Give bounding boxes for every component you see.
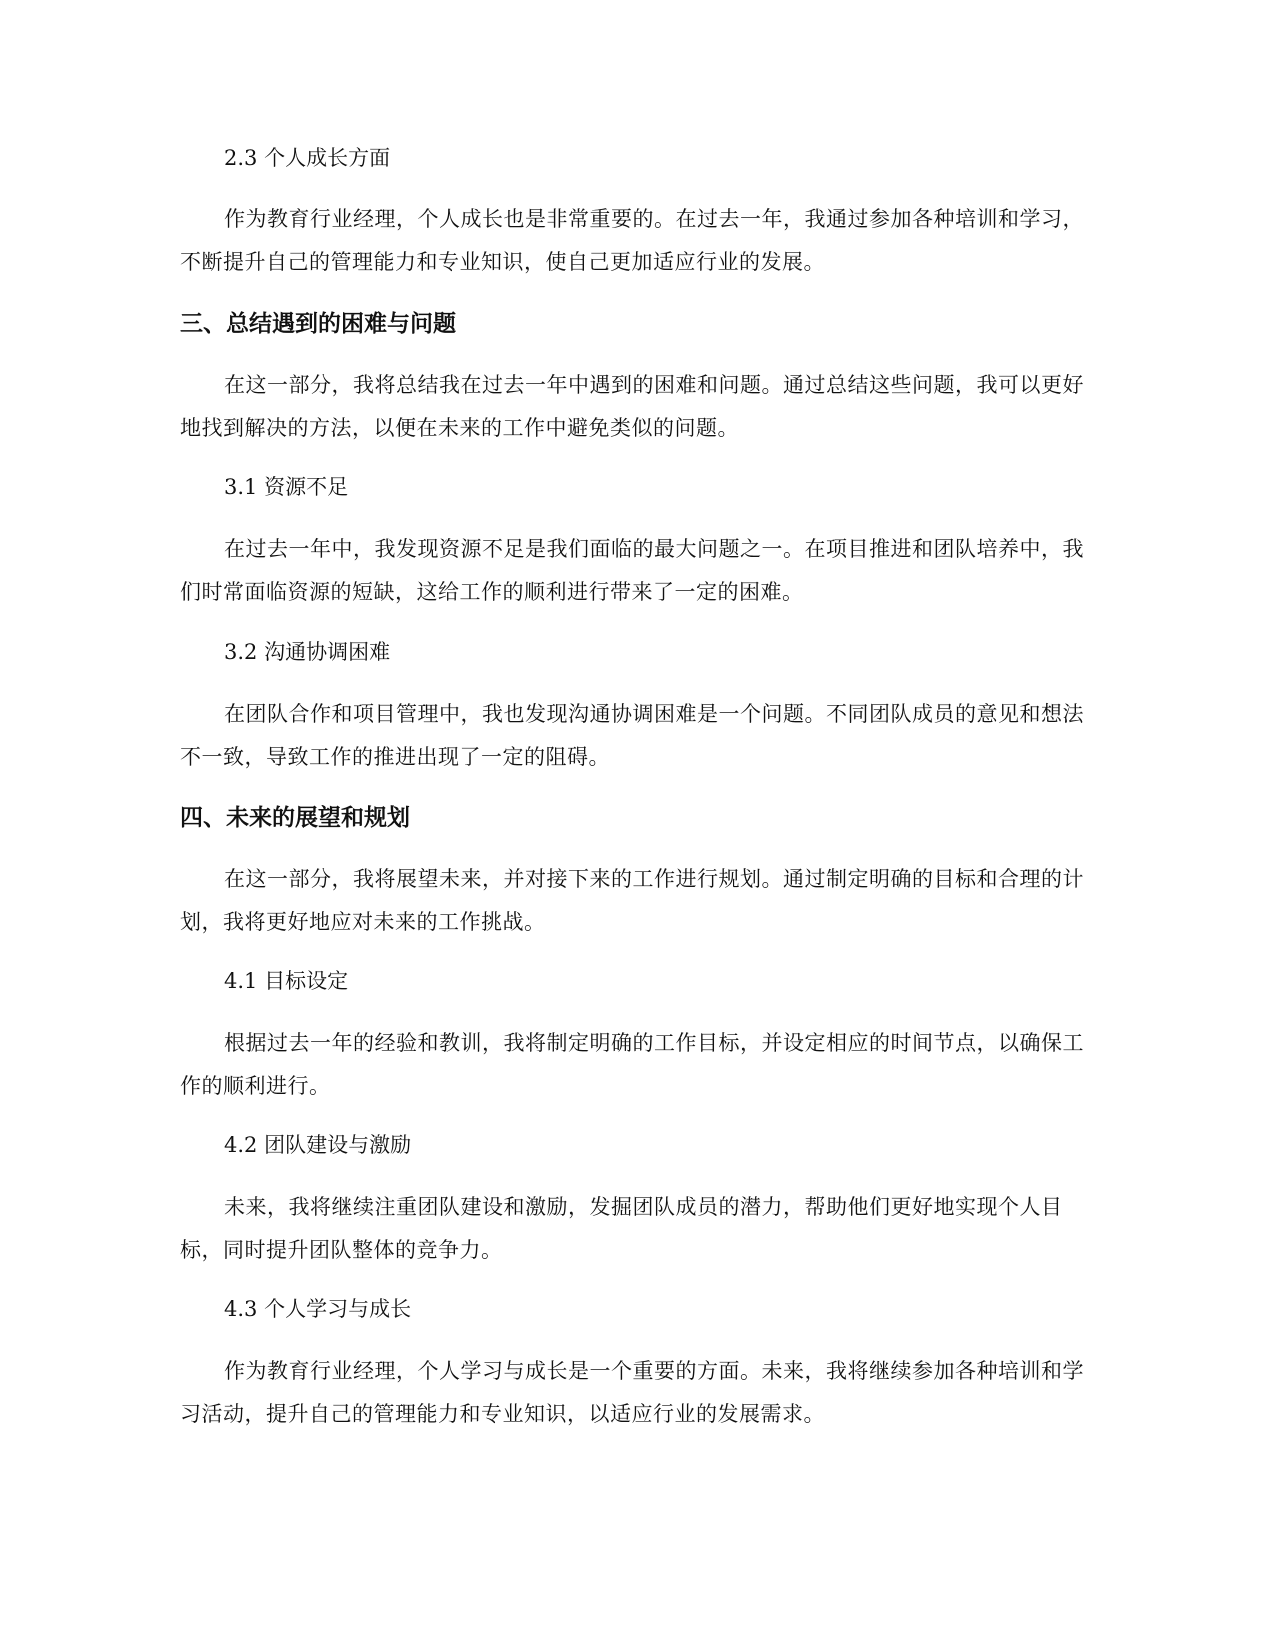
paragraph-4-3: 作为教育行业经理，个人学习与成长是一个重要的方面。未来，我将继续参加各种培训和学习活动，提升自己的管理能力和专业知识，以适应行业的发展需求。: [180, 1359, 1084, 1426]
subsection-title-4-2: 4.2 团队建设与激励: [224, 1133, 412, 1157]
paragraph-3-intro: 在这一部分，我将总结我在过去一年中遇到的困难和问题。通过总结这些问题，我可以更好地找到解决的方法，以便在未来的工作中避免类似的问题。: [180, 373, 1084, 440]
section-heading-4: 四、未来的展望和规划: [180, 805, 410, 831]
paragraph-2-3: 作为教育行业经理，个人成长也是非常重要的。在过去一年，我通过参加各种培训和学习，不断提升自己的管理能力和专业知识，使自己更加适应行业的发展。: [180, 207, 1084, 274]
paragraph-4-2: 未来，我将继续注重团队建设和激励，发掘团队成员的潜力，帮助他们更好地实现个人目标，同时提升团队整体的竞争力。: [180, 1195, 1063, 1262]
subsection-title-4-3: 4.3 个人学习与成长: [224, 1297, 412, 1321]
paragraph-3-2: 在团队合作和项目管理中，我也发现沟通协调困难是一个问题。不同团队成员的意见和想法不一致，导致工作的推进出现了一定的阻碍。: [180, 702, 1084, 769]
paragraph-4-intro: 在这一部分，我将展望未来，并对接下来的工作进行规划。通过制定明确的目标和合理的计划，我将更好地应对未来的工作挑战。: [180, 867, 1084, 934]
subsection-title-2-3: 2.3 个人成长方面: [224, 146, 391, 170]
paragraph-4-1: 根据过去一年的经验和教训，我将制定明确的工作目标，并设定相应的时间节点，以确保工作的顺利进行。: [180, 1031, 1084, 1098]
subsection-title-4-1: 4.1 目标设定: [224, 969, 349, 993]
section-heading-3: 三、总结遇到的困难与问题: [180, 311, 456, 337]
subsection-title-3-1: 3.1 资源不足: [224, 475, 349, 499]
subsection-title-3-2: 3.2 沟通协调困难: [224, 640, 391, 664]
paragraph-3-1: 在过去一年中，我发现资源不足是我们面临的最大问题之一。在项目推进和团队培养中，我们时常面临资源的短缺，这给工作的顺利进行带来了一定的困难。: [180, 537, 1084, 604]
